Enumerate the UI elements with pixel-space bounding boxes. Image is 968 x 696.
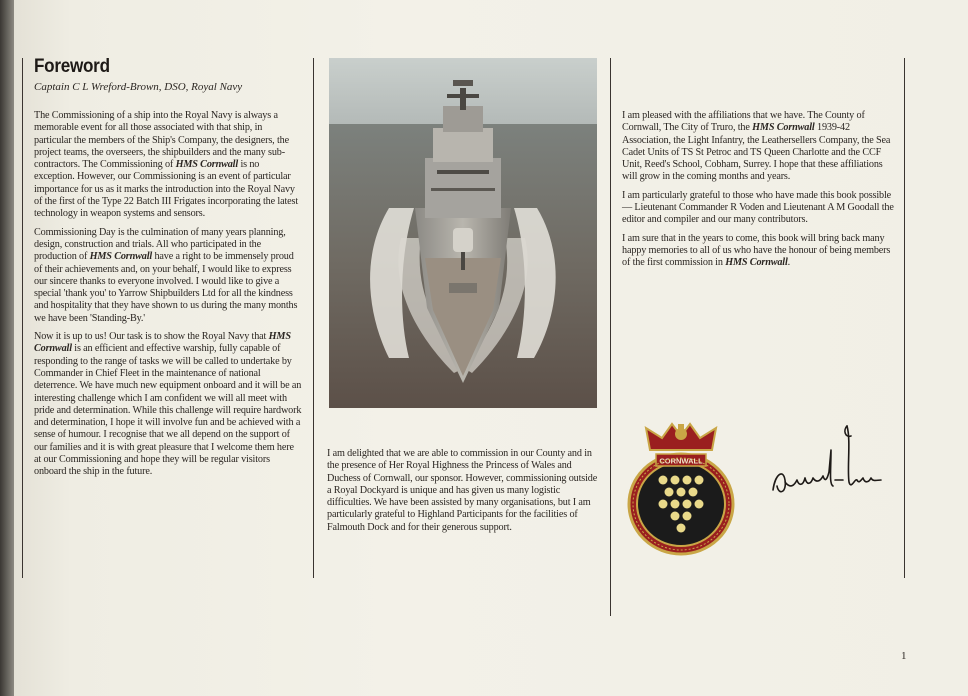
column-rule-left — [22, 58, 23, 578]
page-gutter-shadow — [0, 0, 14, 696]
page-title: Foreword — [34, 56, 110, 77]
col3-paragraph-2: I am particularly grateful to those who have made this book possible — Lieutenant Commander R Voden and Lieutenant A M Goodall the editor and compiler and our many contributors. — [622, 189, 894, 226]
crest-label: CORNWALL — [659, 456, 703, 466]
signature — [765, 420, 885, 510]
col1-paragraph-2: Commissioning Day is the culmination of many years planning, design, construction and trials. All who participated in the production of HMS Cornwall have a right to be immensely proud of their achievements and, on your behalf, I would like to express our sincere thanks to everyone involved. I would like to give a special 'thank you' to Yarrow Shipbuilders Ltd for all the kindness and hospitality that they have shown to us during the many months we have been 'Standing-By.' — [34, 226, 298, 324]
author-byline: Captain C L Wreford-Brown, DSO, Royal Navy — [34, 81, 243, 93]
page-number: 1 — [901, 650, 907, 662]
col1-paragraph-3: Now it is up to us! Our task is to show the Royal Navy that HMS Cornwall is an efficient and effective warship, fully capable of responding to the range of tasks we will be called to undertake by Commander in Chief Fleet in the maintenance of national deterrence. We have much new equipment onboard and it will be an interesting challenge which I am confident we will all meet with pride and determination. While this challenge will require hardwork and determination, I hope it will involve fun and be achieved with a sense of humour. I recognise that we all depend on the support of our families and it is with great pleasure that I welcome them here at our Commissioning and hope they will be regular visitors onboard the ship in the future. — [34, 331, 302, 478]
col3-paragraph-1: I am pleased with the affiliations that we have. The County of Cornwall, The City of Truro, the HMS Cornwall 1939-42 Association, the Light Infantry, the Leathersellers Company, the Sea Cadet Units of TS St Petroc and TS Queen Charlotte and the CCF Unit, Reed's School, Cobham, Surrey. I hope that these affiliations will grow in the coming months and years. — [622, 110, 891, 183]
column-2 — [327, 448, 599, 540]
col3-paragraph-3: I am sure that in the years to come, this book will bring back many happy memories to all of us who have the honour of being members of the first commission in HMS Cornwall. — [622, 232, 891, 269]
column-rule-right — [904, 58, 905, 578]
ship-crest-badge — [626, 420, 736, 558]
column-rule-mid-2 — [610, 58, 611, 616]
column-1 — [34, 110, 302, 485]
ship-photograph — [329, 58, 597, 408]
col1-paragraph-1: The Commissioning of a ship into the Royal Navy is always a memorable event for all those associated with that ship, in particular the members of the Ship's Company, the designers, the project teams, the overseers, the shipbuilders and the many sub-contractors. The Commissioning of HMS Cornwall is no exception. However, our Commissioning is an event of particular importance for us as it marks the introduction into the Royal Navy of the first of the Type 22 Batch III Frigates incorporating the latest technology in weapon systems and sensors. — [34, 110, 298, 220]
column-rule-mid-1 — [313, 58, 314, 578]
column-3 — [622, 110, 894, 276]
col2-paragraph-1: I am delighted that we are able to commission in our County and in the presence of Her Royal Highness the Princess of Wales and Duchess of Cornwall, our sponsor. However, commissioning outside a Royal Dockyard is unique and has given us many logistic difficulties. We have been assisted by many organisations, but I am particularly grateful to Highland Participants for the facilities of Falmouth Dock and for their generous support. — [327, 448, 598, 533]
